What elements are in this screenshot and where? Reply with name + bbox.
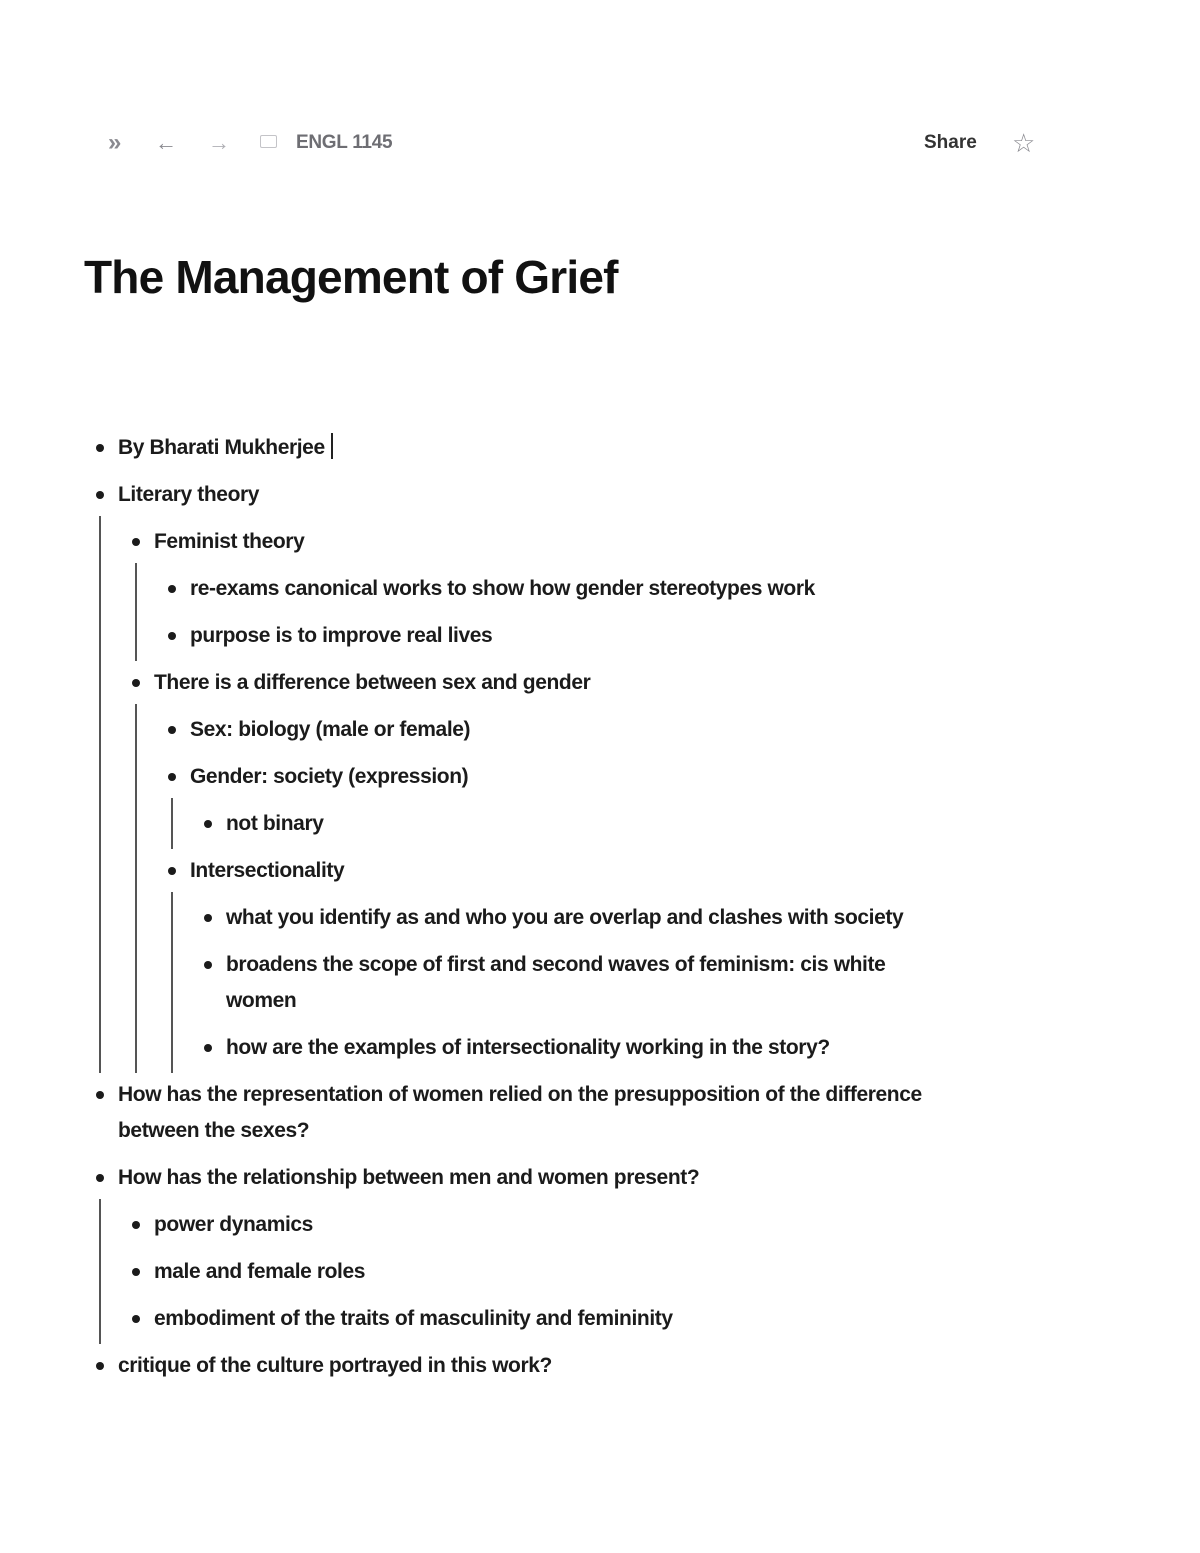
breadcrumb[interactable]: ENGL 1145 — [296, 132, 393, 153]
item-text[interactable]: how are the examples of intersectionality working in the story? — [190, 1030, 942, 1077]
item-text[interactable]: not binary — [190, 806, 942, 853]
list-item — [118, 665, 942, 1077]
list-item — [82, 1160, 942, 1348]
item-text[interactable]: power dynamics — [118, 1207, 942, 1254]
item-text[interactable]: male and female roles — [118, 1254, 942, 1301]
list-item — [118, 1254, 942, 1301]
star-icon[interactable]: ☆ — [1012, 128, 1036, 158]
nested-list — [118, 524, 942, 1077]
nested-list — [154, 571, 942, 665]
item-text[interactable]: purpose is to improve real lives — [154, 618, 942, 665]
list-item — [154, 571, 942, 618]
item-text[interactable]: broadens the scope of first and second waves of feminism: cis white women — [190, 947, 942, 1030]
item-label: By Bharati Mukherjee — [118, 436, 325, 459]
list-item — [190, 806, 942, 853]
list-item — [190, 900, 942, 947]
list-item — [82, 1348, 942, 1395]
list-item — [154, 759, 942, 853]
list-item — [154, 853, 942, 1077]
nested-list — [154, 712, 942, 1077]
forward-arrow-icon[interactable]: → — [208, 130, 230, 155]
item-text[interactable]: How has the representation of women relied on the presupposition of the difference between the sexes? — [82, 1077, 942, 1160]
list-item — [118, 1301, 942, 1348]
list-item — [154, 712, 942, 759]
item-text[interactable]: Feminist theory — [118, 524, 942, 571]
list-item — [118, 1207, 942, 1254]
nested-list — [118, 1207, 942, 1348]
item-text[interactable]: There is a difference between sex and gender — [118, 665, 942, 712]
item-text[interactable]: critique of the culture portrayed in this work? — [82, 1348, 942, 1395]
nested-list — [190, 806, 942, 853]
item-text[interactable]: what you identify as and who you are overlap and clashes with society — [190, 900, 942, 947]
list-item — [190, 1030, 942, 1077]
item-text[interactable] — [82, 430, 942, 477]
list-item — [154, 618, 942, 665]
text-cursor — [331, 433, 333, 459]
item-text[interactable]: Intersectionality — [154, 853, 942, 900]
folder-icon — [260, 135, 277, 148]
list-item — [82, 430, 942, 477]
item-text[interactable]: How has the relationship between men and women present? — [82, 1160, 942, 1207]
item-text[interactable]: Literary theory — [82, 477, 942, 524]
list-item — [82, 477, 942, 1077]
item-text[interactable]: re-exams canonical works to show how gender stereotypes work — [154, 571, 942, 618]
nested-list — [190, 900, 942, 1077]
outline — [82, 430, 942, 1395]
item-text[interactable]: embodiment of the traits of masculinity and femininity — [118, 1301, 942, 1348]
sidebar-toggle-icon[interactable]: » — [108, 129, 122, 156]
list-item — [82, 1077, 942, 1160]
item-text[interactable]: Gender: society (expression) — [154, 759, 942, 806]
share-button[interactable]: Share — [924, 132, 977, 153]
item-text[interactable]: Sex: biology (male or female) — [154, 712, 942, 759]
top-bar — [0, 126, 1200, 160]
list-item — [118, 524, 942, 665]
list-item — [190, 947, 942, 1030]
page-title[interactable]: The Management of Grief — [84, 251, 618, 303]
back-arrow-icon[interactable]: ← — [155, 130, 177, 155]
